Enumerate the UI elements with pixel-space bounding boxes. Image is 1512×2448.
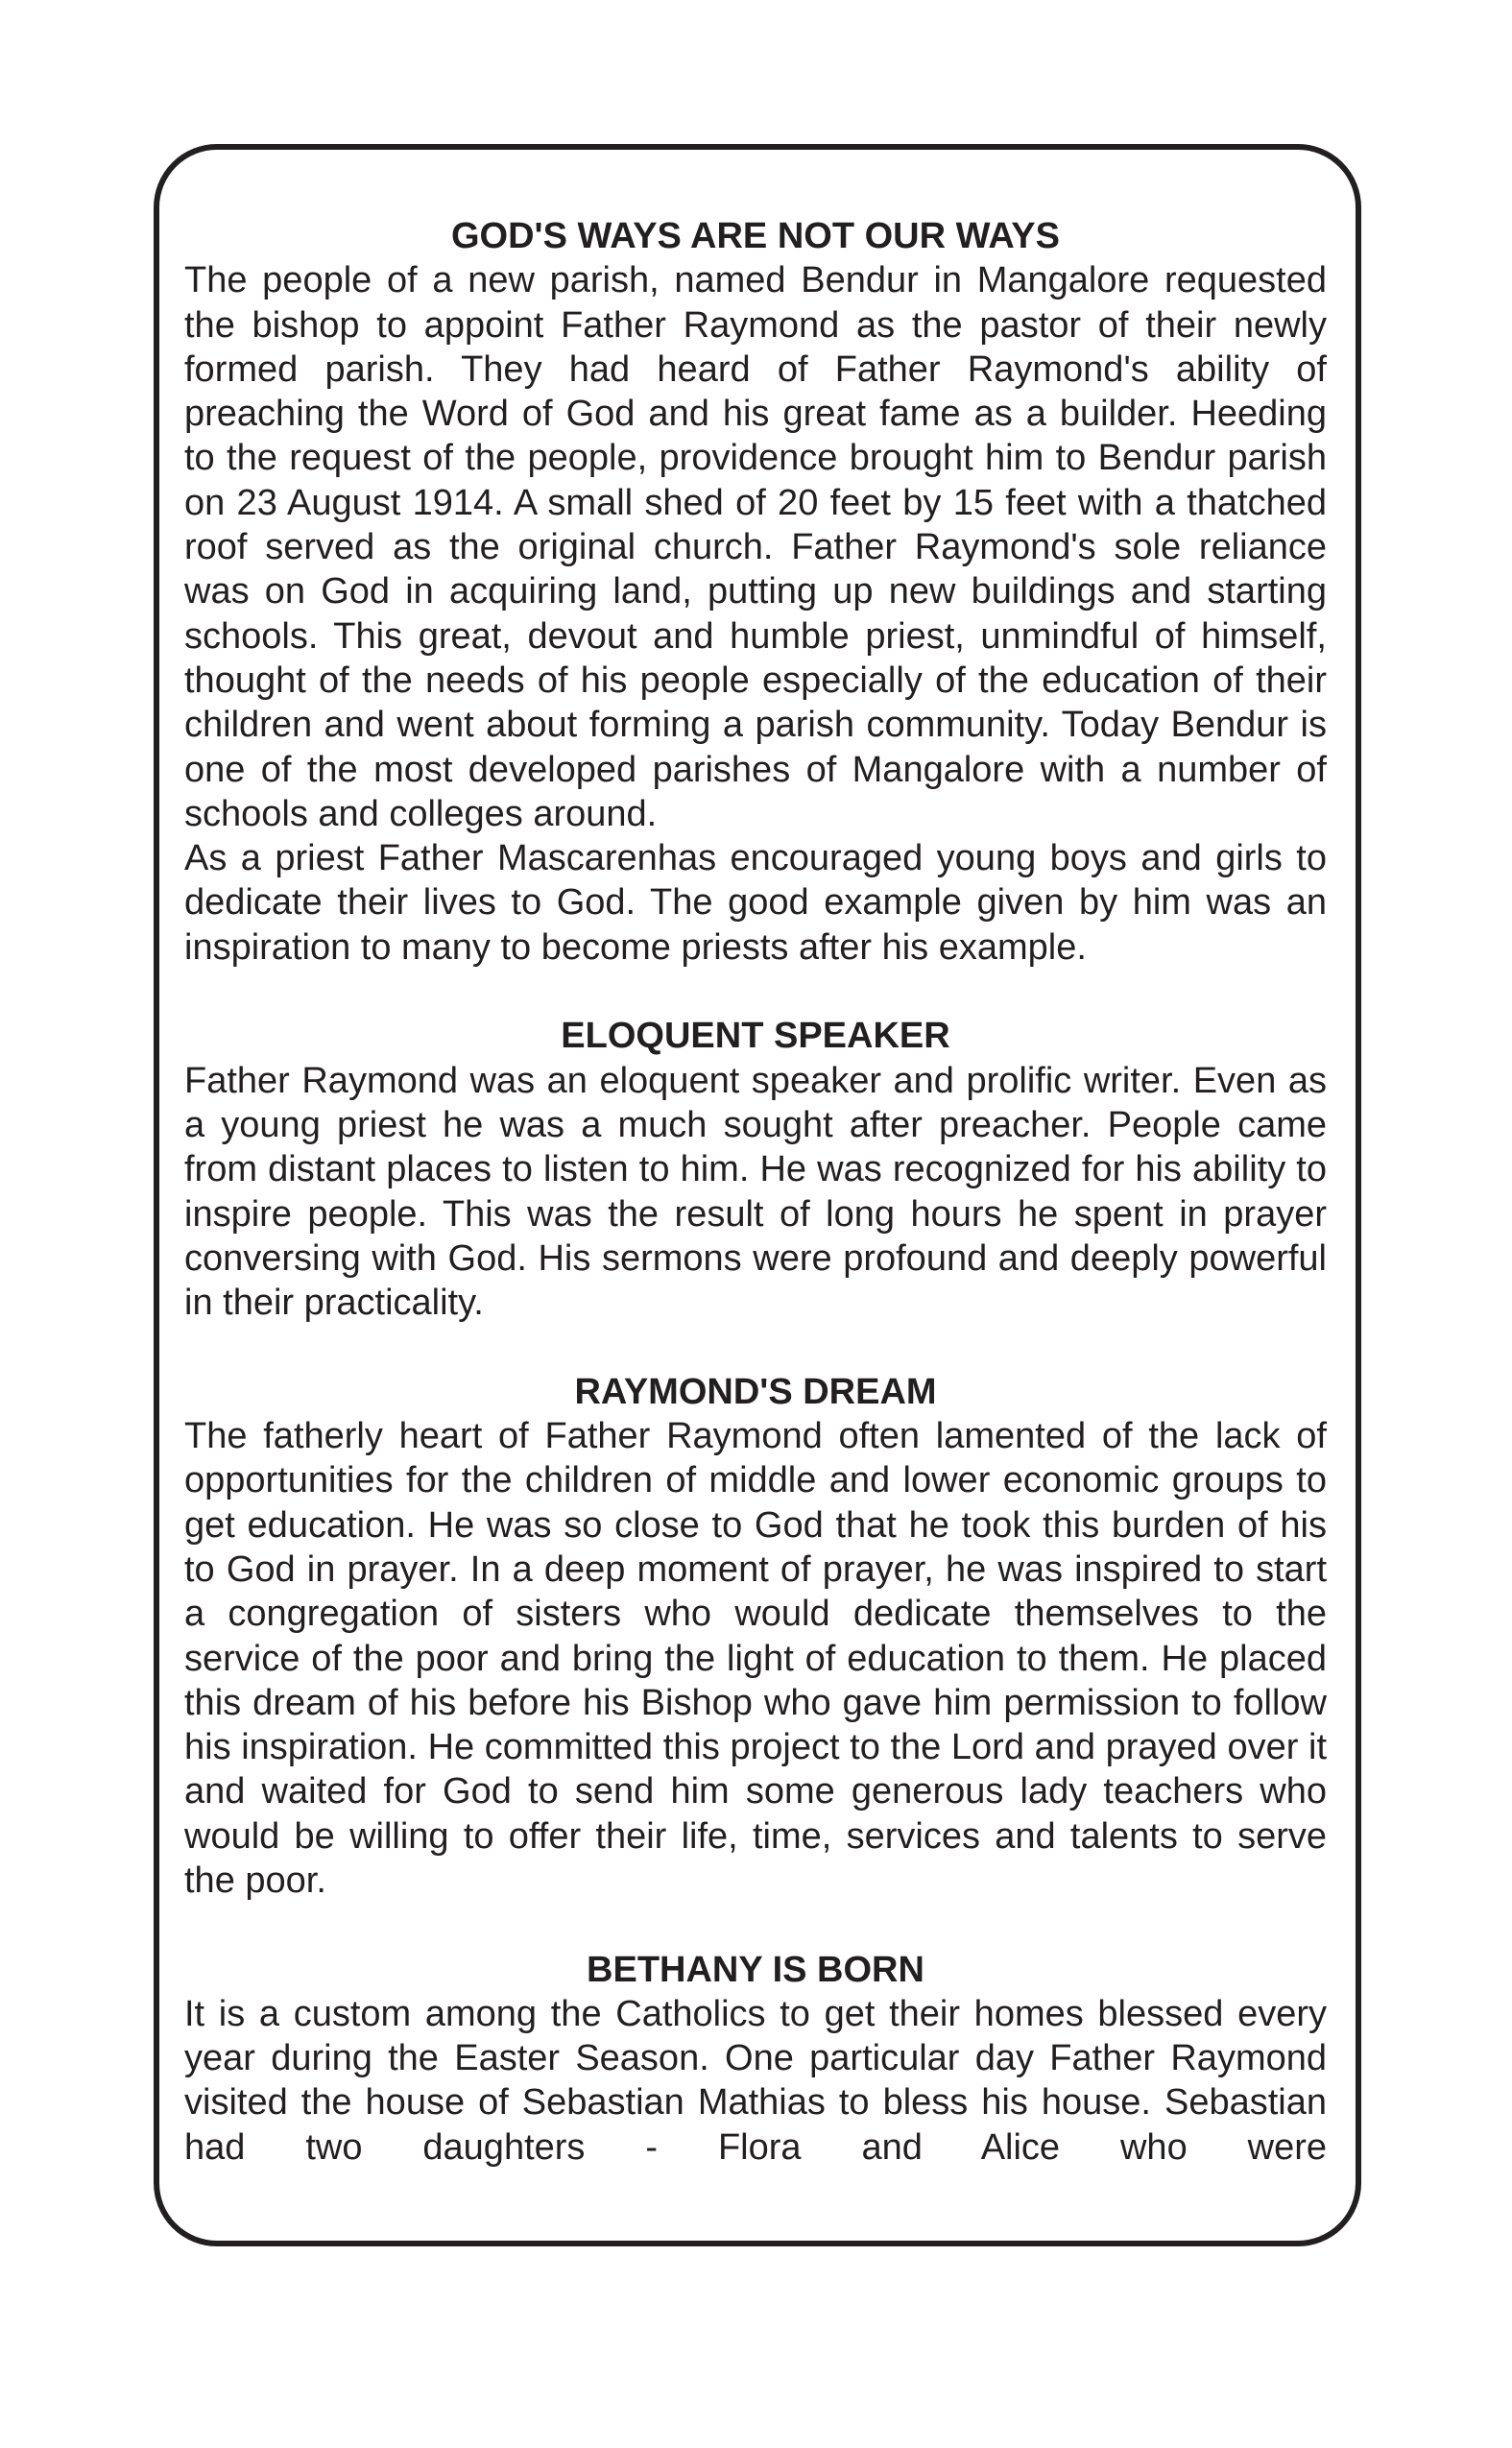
section-raymonds-dream <box>184 1370 1327 1904</box>
section-heading: ELOQUENT SPEAKER <box>561 1016 950 1057</box>
section-heading: GOD'S WAYS ARE NOT OUR WAYS <box>450 216 1061 256</box>
section-heading: BETHANY IS BORN <box>587 1949 924 1990</box>
section-eloquent-speaker <box>184 1014 1327 1325</box>
section-gods-ways <box>184 214 1327 970</box>
section-spacer <box>184 1903 1327 1947</box>
section-spacer <box>184 1325 1327 1369</box>
section-paragraph: The fatherly heart of Father Raymond often lamented of the lack of opportunities for the children of middle and lower economic groups to get education. He was so close to God that he took this burden of his to God in prayer. In a deep moment of prayer, he was inspired to start a congregation of sisters who would dedicate themselves to the service of the poor and bring the light of education to them. He placed this dream of his before his Bishop who gave him permission to follow his inspiration. He committed this project to the Lord and prayed over it and waited for God to send him some generous lady teachers who would be willing to offer their life, time, services and talents to serve the poor. <box>184 1416 1327 1901</box>
section-paragraph: It is a custom among the Catholics to get their homes blessed every year during the Easter Season. One particular day Father Raymond visited the house of Sebastian Mathias to bless his house. Sebastian had two daughters - Flora and Alice who were <box>184 1993 1327 2168</box>
section-bethany-is-born <box>184 1948 1327 2170</box>
page-content <box>184 214 1327 2170</box>
section-spacer <box>184 970 1327 1014</box>
section-paragraph: The people of a new parish, named Bendur in Mangalore requested the bishop to appoint Father Raymond as the pastor of their newly formed parish. They had heard of Father Raymond's ability of preaching the Word of God and his great fame as a builder. Heeding to the request of the people, providence brought him to Bendur parish on 23 August 1914. A small shed of 20 feet by 15 feet with a thatched roof served as the original church. Father Raymond's sole reliance was on God in acquiring land, putting up new buildings and starting schools. This great, devout and humble priest, unmindful of himself, thought of the needs of his people especially of the education of their children and went about forming a parish community. Today Bendur is one of the most developed parishes of Mangalore with a number of schools and colleges around. <box>184 260 1327 834</box>
section-paragraph: Father Raymond was an eloquent speaker and prolific writer. Even as a young priest he was a much sought after preacher. People came from distant places to listen to him. He was recognized for his ability to inspire people. This was the result of long hours he spent in prayer conversing with God. His sermons were profound and deeply powerful in their practicality. <box>184 1060 1327 1324</box>
section-paragraph: As a priest Father Mascarenhas encouraged young boys and girls to dedicate their lives to God. The good example given by him was an inspiration to many to become priests after his example. <box>184 838 1327 968</box>
section-heading: RAYMOND'S DREAM <box>574 1371 937 1412</box>
